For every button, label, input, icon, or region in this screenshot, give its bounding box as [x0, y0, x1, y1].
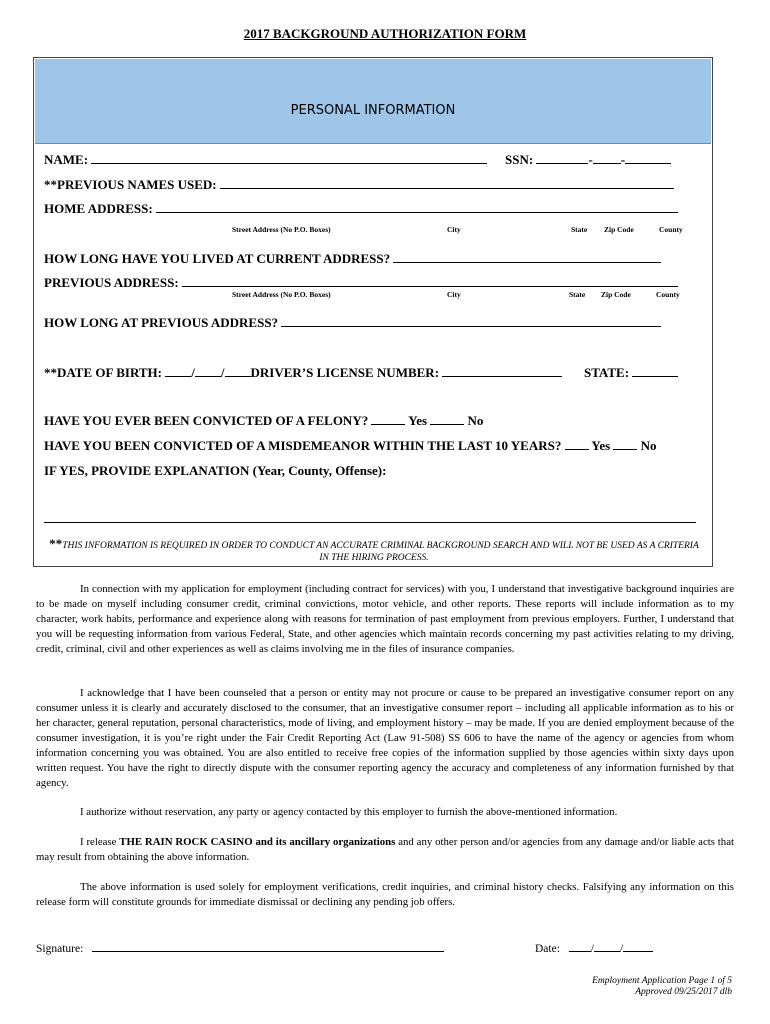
paragraph-release — [36, 835, 734, 865]
date-slash-1: / — [590, 943, 594, 955]
felony-no-label: No — [467, 413, 484, 428]
previous-address-city-hint: City — [447, 290, 461, 299]
felony-yes-field[interactable] — [371, 412, 405, 425]
form-title: 2017 BACKGROUND AUTHORIZATION FORM — [243, 26, 527, 41]
how-long-current-label: HOW LONG HAVE YOU LIVED AT CURRENT ADDRESS? — [44, 251, 391, 266]
signature-field[interactable] — [92, 939, 444, 952]
home-address-state-hint: State — [571, 225, 588, 234]
dob-day-field[interactable] — [195, 364, 221, 377]
signature-label: Signature: — [36, 943, 84, 955]
date-slash-2: / — [619, 943, 624, 955]
paragraph-acknowledge — [36, 686, 734, 791]
previous-address-street-hint: Street Address (No P.O. Boxes) — [232, 290, 331, 299]
previous-names-field[interactable] — [220, 176, 674, 189]
misdemeanor-no-field[interactable] — [613, 437, 637, 450]
misdemeanor-no-label: No — [640, 438, 657, 453]
home-address-zip-hint: Zip Code — [604, 225, 634, 234]
dob-month-field[interactable] — [165, 364, 191, 377]
ssn-field-part3[interactable] — [625, 151, 671, 164]
previous-names-label: **PREVIOUS NAMES USED: — [44, 177, 217, 192]
ssn-dash-2: - — [620, 152, 626, 167]
paragraph-authorize — [36, 805, 734, 820]
name-label: NAME: — [44, 152, 89, 167]
misdemeanor-yes-field[interactable] — [565, 437, 589, 450]
dob-slash-2: / — [220, 365, 225, 380]
name-field[interactable] — [91, 151, 487, 164]
explanation-label: IF YES, PROVIDE EXPLANATION (Year, County, Offense): — [44, 463, 387, 478]
paragraph-usage — [36, 880, 734, 910]
date-month-field[interactable] — [569, 939, 591, 952]
dob-label: **DATE OF BIRTH: — [44, 365, 162, 380]
explanation-field[interactable] — [44, 510, 696, 523]
how-long-current-field[interactable] — [393, 250, 661, 263]
date-year-field[interactable] — [623, 939, 653, 952]
how-long-previous-label: HOW LONG AT PREVIOUS ADDRESS? — [44, 315, 279, 330]
state-label: STATE: — [584, 365, 630, 380]
date-label: Date: — [535, 943, 560, 955]
previous-address-label: PREVIOUS ADDRESS: — [44, 275, 179, 290]
state-field[interactable] — [632, 364, 678, 377]
drivers-license-field[interactable] — [442, 364, 562, 377]
paragraph-authorize-text: I authorize without reservation, any party or agency contacted by this employer to furnish the above-mentioned information. — [80, 806, 618, 818]
previous-address-state-hint: State — [569, 290, 586, 299]
paragraph-investigation-text: In connection with my application for employment (including contract for services) with you, I understand that investigative background inquiries are to be made on myself including consumer credit, criminal convictions, motor vehicle, and other reports. These reports will include information as to my character, work habits, performance and experience along with reasons for termination of past employment from previous employers. Further, I understand that you will be requesting information from various Federal, State, and other agencies which maintain records concerning my past activities relating to my driving, credit, criminal, civil and other experiences as well as claims involving me in the files of insurance companies. — [36, 583, 734, 655]
footer-page-info: Employment Application Page 1 of 5 — [592, 976, 732, 986]
note-prefix: ** — [49, 536, 63, 551]
felony-yes-label: Yes — [408, 413, 428, 428]
how-long-previous-field[interactable] — [281, 314, 661, 327]
date-day-field[interactable] — [594, 939, 620, 952]
ssn-field-part2[interactable] — [593, 151, 621, 164]
section-title: PERSONAL INFORMATION — [290, 103, 456, 118]
previous-address-zip-hint: Zip Code — [601, 290, 631, 299]
previous-address-field[interactable] — [182, 274, 678, 287]
paragraph-investigation — [36, 582, 734, 657]
release-organization: THE RAIN ROCK CASINO and its ancillary organizations — [119, 836, 396, 848]
section-header — [35, 59, 711, 144]
dob-year-field[interactable] — [225, 364, 251, 377]
previous-address-county-hint: County — [656, 290, 680, 299]
felony-no-field[interactable] — [430, 412, 464, 425]
personal-information-section — [33, 57, 713, 567]
release-pre: I release — [80, 836, 120, 848]
ssn-label: SSN: — [505, 152, 534, 167]
felony-question: HAVE YOU EVER BEEN CONVICTED OF A FELONY? — [44, 413, 369, 428]
misdemeanor-yes-label: Yes — [591, 438, 611, 453]
ssn-dash-1: - — [588, 152, 593, 167]
release-post: and any other person and/or agencies from any damage and/or liable acts that may result from obtaining the above information. — [36, 836, 734, 863]
home-address-label: HOME ADDRESS: — [44, 201, 153, 216]
note-text: THIS INFORMATION IS REQUIRED IN ORDER TO CONDUCT AN ACCURATE CRIMINAL BACKGROUND SEARCH AND WILL NOT BE USED AS A CRITERIA IN THE HIRING PROCESS. — [62, 541, 699, 563]
page-footer — [592, 976, 732, 998]
home-address-street-hint: Street Address (No P.O. Boxes) — [232, 225, 331, 234]
home-address-city-hint: City — [447, 225, 461, 234]
paragraph-usage-text: The above information is used solely for employment verifications, credit inquiries, and criminal history checks. Falsifying any information on this release form will constitute grounds for immediate dismissal or declining any pending job offers. — [36, 881, 734, 908]
misdemeanor-question: HAVE YOU BEEN CONVICTED OF A MISDEMEANOR WITHIN THE LAST 10 YEARS? — [44, 438, 562, 453]
drivers-license-label: DRIVER’S LICENSE NUMBER: — [250, 365, 440, 380]
paragraph-acknowledge-text: I acknowledge that I have been counseled that a person or entity may not procure or cause to be prepared an investigative consumer report on any consumer unless it is clearly and accurately disclosed to the consumer, that an investigative consumer report – including all applicable information as to his or her character, general reputation, personal characteristics, mode of living, and employment history – may be made. If you are denied employment because of the consumer investigation, it is you’re right under the Fair Credit Reporting Act (Law 91-508) SS 606 to have the name of the agency or agencies from whom information concerning you was obtained. You are also entitled to receive free copies of the information supplied by those agencies within sixty days upon written request. You have the right to directly dispute with the consumer reporting agency the accuracy and completeness of any information furnished by that agency. — [36, 687, 734, 789]
dob-slash-1: / — [191, 365, 195, 380]
home-address-county-hint: County — [659, 225, 683, 234]
home-address-field[interactable] — [156, 200, 678, 213]
required-info-note — [44, 538, 704, 564]
footer-approval: Approved 09/25/2017 dlb — [635, 987, 732, 997]
ssn-field-part1[interactable] — [536, 151, 588, 164]
